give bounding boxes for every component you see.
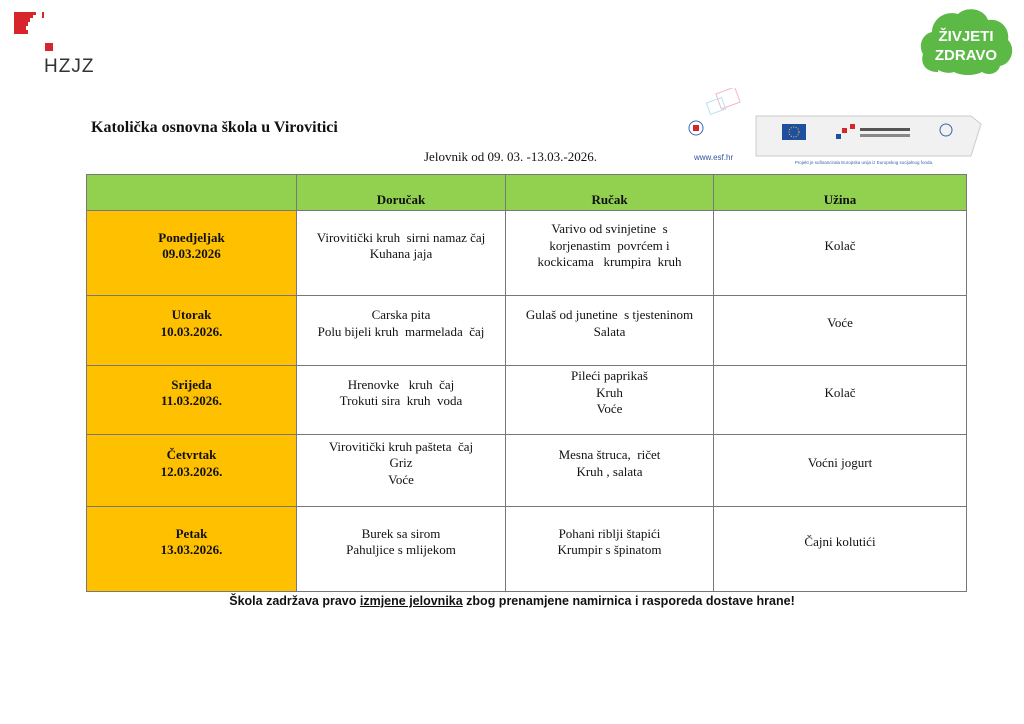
menu-item: Čajni kolutići: [804, 533, 876, 549]
day-cell: [87, 296, 297, 366]
menu-item: Voće: [596, 401, 623, 417]
hzjz-logo: [14, 12, 48, 42]
dorucak-cell: [297, 435, 506, 507]
day-date: 13.03.2026.: [160, 542, 223, 557]
day-date: 12.03.2026.: [160, 463, 223, 479]
menu-item: Voćni jogurt: [807, 455, 873, 471]
menu-item: Burek sa sirom: [361, 525, 441, 541]
menu-item: Varivo od svinjetine s: [551, 221, 668, 237]
footer-note: [0, 594, 1024, 608]
rucak-cell: [506, 366, 714, 435]
rucak-cell: [506, 435, 714, 507]
dorucak-cell: [297, 296, 506, 366]
column-header-rucak: Ručak: [506, 175, 714, 211]
day-cell: [87, 366, 297, 435]
uzina-cell: [714, 435, 967, 507]
table-row: [87, 211, 967, 296]
day-cell: [87, 507, 297, 592]
day-date: 10.03.2026.: [160, 323, 223, 339]
menu-item: Virovitički kruh pašteta čaj: [328, 438, 474, 454]
rucak-cell: [506, 211, 714, 296]
menu-item: korjenastim povrćem i: [549, 237, 670, 253]
day-name: Utorak: [171, 307, 212, 322]
table-row: [87, 296, 967, 366]
menu-item: Kolač: [824, 237, 856, 253]
menu-item: Trokuti sira kruh voda: [339, 393, 463, 408]
uzina-cell: [714, 296, 967, 366]
esf-banner-text: Projekt je sufinancirala Europska unija iz Europskog socijalnog fonda.: [794, 160, 934, 165]
rucak-cell: [506, 507, 714, 592]
menu-item: Voće: [827, 315, 853, 331]
menu-table: [86, 174, 967, 592]
menu-item: Gulaš od junetine s tjesteninom: [525, 307, 694, 322]
table-row: [87, 435, 967, 507]
day-date: 09.03.2026: [162, 246, 221, 261]
menu-item: kockicama krumpira kruh: [537, 254, 682, 270]
menu-date-range: Jelovnik od 09. 03. -13.03.-2026.: [424, 149, 597, 164]
day-cell: [87, 211, 297, 296]
menu-item: Pohani riblji štapići: [558, 525, 661, 541]
menu-item: Pileći paprikaš: [571, 368, 648, 384]
menu-item: Voće: [388, 471, 414, 487]
esf-url: www.esf.hr: [694, 153, 734, 162]
zivjeti-zdravo-logo: [918, 8, 1014, 76]
day-name: Petak: [175, 525, 208, 541]
footer-underlined-text: izmjene jelovnika: [359, 594, 463, 608]
menu-item: Polu bijeli kruh marmelada čaj: [317, 323, 485, 339]
day-name: Ponedjeljak: [158, 229, 225, 245]
hzjz-logo-square: [45, 43, 53, 51]
zz-line-2: ZDRAVO: [934, 47, 998, 64]
day-date: 11.03.2026.: [160, 393, 223, 408]
zz-line-1: ŽIVJETI: [938, 28, 994, 45]
menu-item: Kruh , salata: [576, 463, 643, 479]
uzina-cell: [714, 211, 967, 296]
uzina-cell: [714, 366, 967, 435]
dorucak-cell: [297, 366, 506, 435]
menu-item: Griz: [389, 455, 413, 471]
menu-item: Carska pita: [371, 307, 431, 322]
uzina-cell: [714, 507, 967, 592]
dorucak-cell: [297, 211, 506, 296]
menu-item: Hrenovke kruh čaj: [347, 376, 455, 392]
menu-item: Salata: [593, 323, 626, 339]
menu-item: Krumpir s špinatom: [557, 542, 662, 557]
page-title: Katolička osnovna škola u Virovitici: [91, 119, 338, 136]
menu-item: Mesna štruca, ričet: [558, 447, 661, 462]
footer-text-end: zbog prenamjene namirnica i rasporeda dostave hrane!: [462, 594, 795, 608]
menu-item: Kruh: [596, 384, 623, 400]
day-name: Srijeda: [171, 376, 212, 392]
menu-item: Virovitički kruh sirni namaz čaj: [316, 229, 486, 245]
table-row: [87, 507, 967, 592]
day-cell: [87, 435, 297, 507]
hzjz-logo-text: HZJZ: [44, 56, 95, 77]
column-header-uzina: Užina: [714, 175, 967, 211]
footer-text: Škola zadržava pravo: [229, 594, 360, 608]
dorucak-cell: [297, 507, 506, 592]
rucak-cell: [506, 296, 714, 366]
menu-item: Kolač: [824, 384, 856, 400]
day-name: Četvrtak: [166, 447, 217, 462]
column-header-day: [87, 175, 297, 211]
menu-item: Pahuljice s mlijekom: [346, 542, 456, 557]
menu-item: Kuhana jaja: [369, 246, 433, 261]
table-row: [87, 366, 967, 435]
table-header-row: [87, 175, 967, 211]
column-header-dorucak: Doručak: [297, 175, 506, 211]
